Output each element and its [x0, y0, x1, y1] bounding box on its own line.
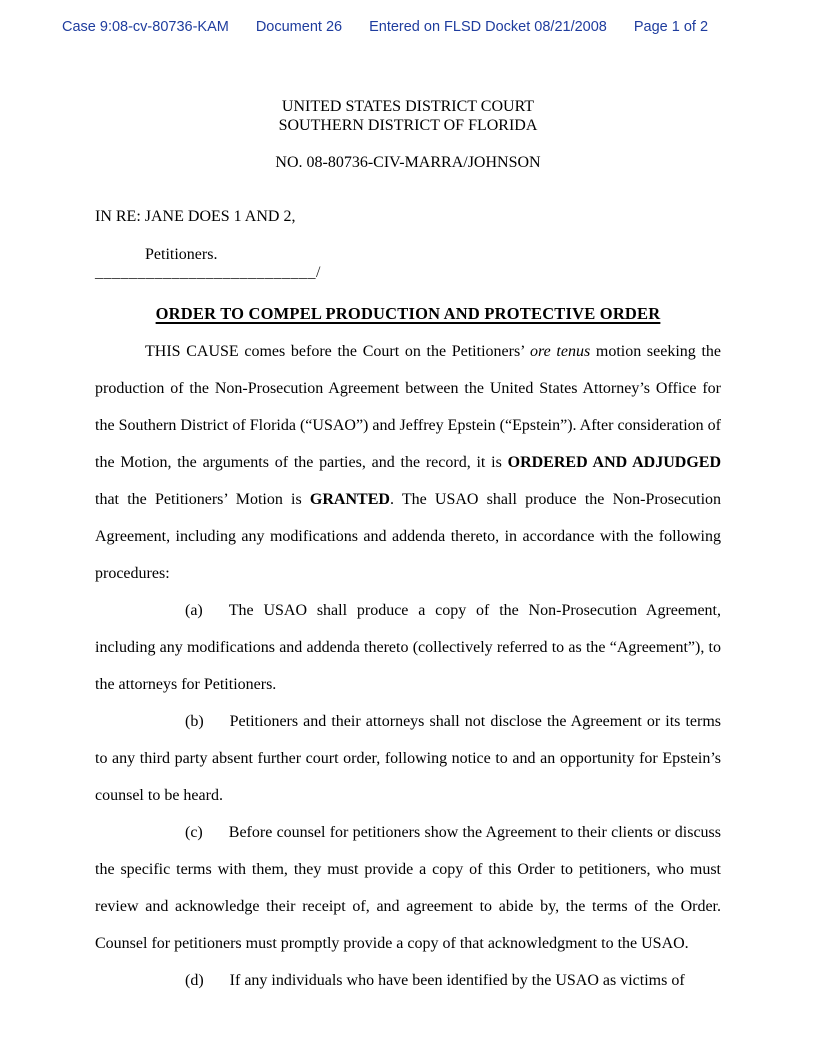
court-name-line2: SOUTHERN DISTRICT OF FLORIDA: [278, 117, 538, 134]
case-number: NO. 08-80736-CIV-MARRA/JOHNSON: [275, 154, 541, 171]
docket-case-id: Case 9:08-cv-80736-KAM: [62, 19, 229, 35]
in-re-line: IN RE: JANE DOES 1 AND 2,: [95, 208, 296, 225]
text-segment: Before counsel for petitioners show the Agreement to their clients or discuss the specific terms with them, they must provide a copy of this Order to petitioners, who must review and acknowledge their receipt of, and agreement to abide by, the terms of the Order. Counsel for petitioners must promptly provide a copy of that acknowledgment to the USAO.: [95, 824, 721, 952]
text-segment: ORDERED AND ADJUDGED: [507, 454, 721, 471]
order-paragraph: [95, 703, 721, 814]
text-segment: motion seeking the production of the Non-Prosecution Agreement between the United States Attorney’s Office for the Southern District of Florida (“USAO”) and Jeffrey Epstein (“Epstein”). After consideration of the Motion, the arguments of the parties, and the record, it is: [95, 343, 722, 471]
order-paragraph: [95, 962, 721, 999]
text-segment: that the Petitioners’ Motion is: [95, 491, 310, 508]
docket-page-indicator: Page 1 of 2: [633, 19, 709, 35]
caption-divider-rule: __________________________/: [95, 264, 321, 281]
order-paragraph: [95, 333, 721, 592]
order-body: [95, 333, 721, 999]
order-paragraph: [95, 592, 721, 703]
text-segment: GRANTED: [309, 491, 390, 508]
court-caption: [95, 97, 721, 135]
text-segment: ore tenus: [530, 343, 591, 360]
court-name-line1: UNITED STATES DISTRICT COURT: [281, 98, 535, 115]
text-segment: Petitioners and their attorneys shall not disclose the Agreement or its terms to any third party absent further court order, following notice to and an opportunity for Epstein’s counsel to be heard.: [95, 713, 721, 804]
text-segment: If any individuals who have been identified by the USAO as victims of: [229, 972, 685, 989]
docket-entered-date: Entered on FLSD Docket 08/21/2008: [369, 19, 607, 35]
subparagraph-label: (b): [185, 713, 204, 730]
docket-document-number: Document 26: [255, 19, 343, 35]
document-content: [95, 0, 721, 999]
subparagraph-label: (a): [185, 602, 203, 619]
party-role-line: Petitioners.: [145, 246, 218, 263]
text-segment: . The USAO shall produce the Non-Prosecution Agreement, including any modifications and addenda thereto, in accordance with the following procedures:: [95, 491, 722, 582]
order-title: ORDER TO COMPEL PRODUCTION AND PROTECTIVE ORDER: [155, 304, 661, 323]
text-segment: The USAO shall produce a copy of the Non-Prosecution Agreement, including any modifications and addenda thereto (collectively referred to as the “Agreement”), to the attorneys for Petitioners.: [95, 602, 721, 693]
order-paragraph: [95, 814, 721, 962]
text-segment: THIS CAUSE comes before the Court on the Petitioners’: [145, 343, 530, 360]
subparagraph-label: (d): [185, 972, 204, 989]
subparagraph-label: (c): [185, 824, 203, 841]
